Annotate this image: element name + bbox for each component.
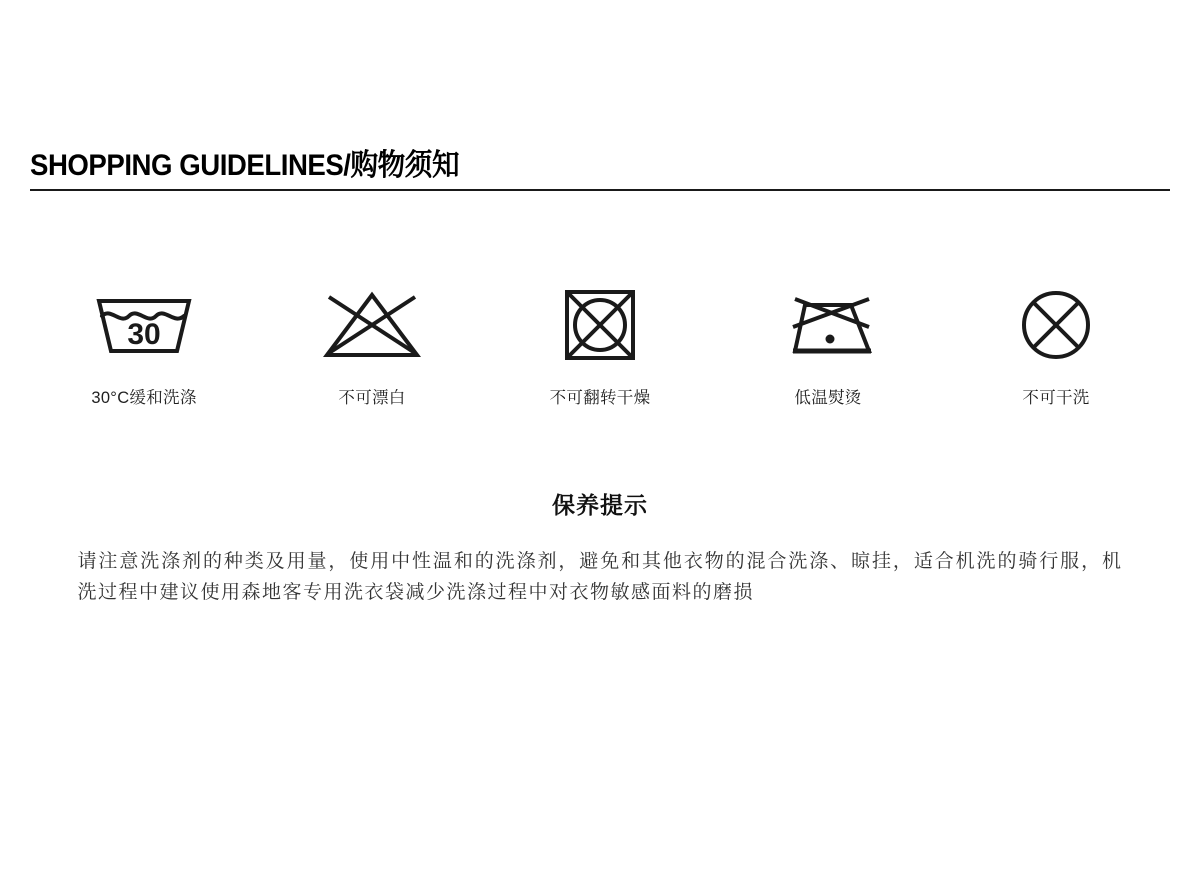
care-symbols-row [30, 280, 1170, 408]
care-tips-body: 请注意洗涤剂的种类及用量，使用中性温和的洗涤剂，避免和其他衣物的混合洗涤、晾挂，适合机洗的骑行服，机洗过程中建议使用森地客专用洗衣袋减少洗涤过程中对衣物敏感面料的磨损 [77, 551, 1123, 603]
care-tips-title: 保养提示 [552, 492, 648, 518]
page-title: SHOPPING GUIDELINES/购物须知 [30, 149, 460, 182]
care-symbol-label: 低温熨烫 [794, 389, 862, 407]
care-symbol-label: 不可干洗 [1022, 389, 1090, 407]
care-symbol-tumble-dry [500, 280, 700, 408]
care-symbol-label: 不可翻转干燥 [549, 389, 651, 407]
care-symbol-wash [44, 280, 244, 408]
care-symbol-label: 30°C缓和洗涤 [91, 389, 197, 407]
do-not-bleach-triangle-crossed-icon [317, 280, 427, 370]
care-symbol-iron [728, 280, 928, 408]
care-symbol-dry-clean [956, 280, 1156, 408]
care-symbol-label: 不可漂白 [338, 389, 406, 407]
iron-low-temperature-one-dot-crossed-icon [773, 280, 883, 370]
care-tips-section [30, 487, 1170, 608]
care-symbol-bleach [272, 280, 472, 408]
do-not-tumble-dry-square-circle-crossed-icon [545, 280, 655, 370]
header-divider [30, 189, 1170, 191]
do-not-dry-clean-circle-crossed-icon [1001, 280, 1111, 370]
page-header [30, 148, 1170, 191]
wash-temperature-text: 30 [127, 318, 161, 351]
wash-tub-30-icon [89, 280, 199, 370]
